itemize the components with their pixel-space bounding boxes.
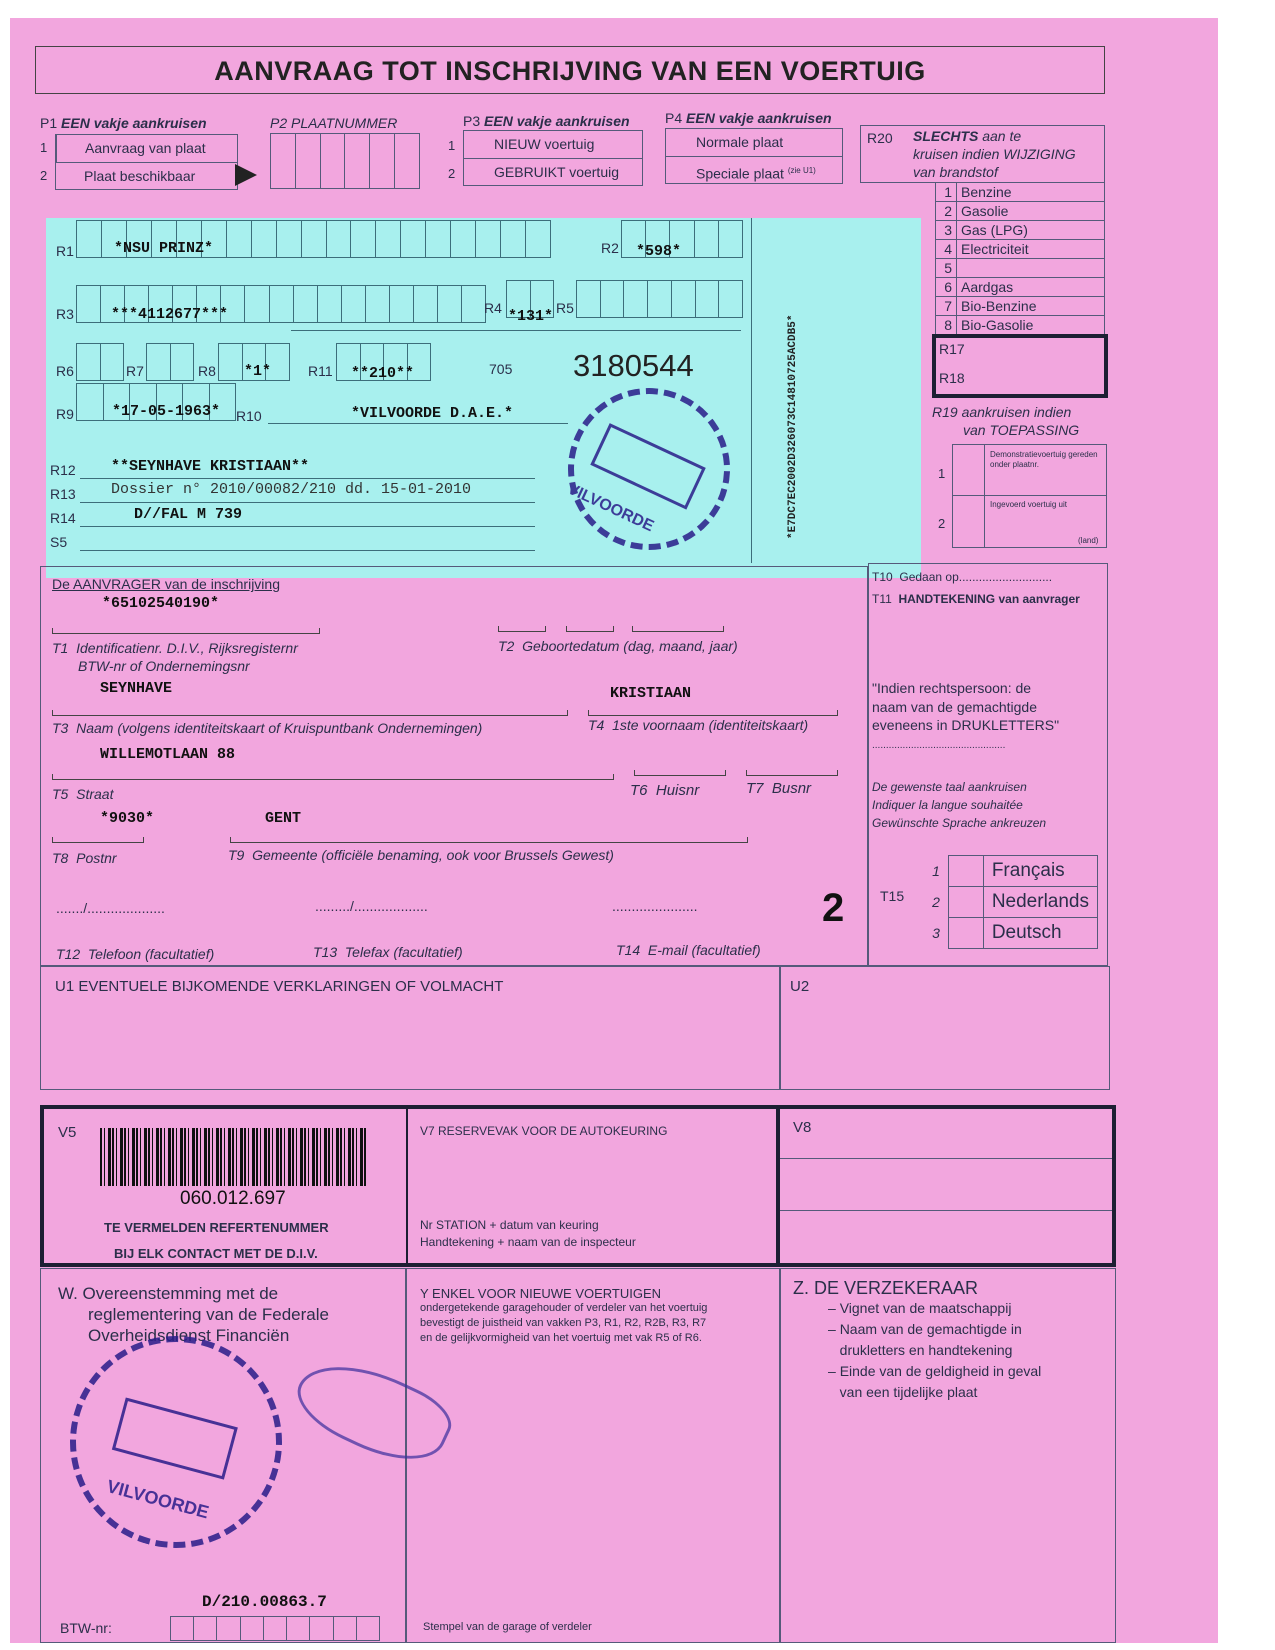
t12-input[interactable]: ......./.................... [56,900,165,916]
r20-label: R20 [867,130,893,146]
fuel-name: Electriciteit [957,240,1105,259]
r5-cells[interactable] [576,280,743,318]
stamp-text-bottom: VILVOORDE [104,1476,212,1523]
r19-option-ingevoerd[interactable]: Ingevoerd voertuig uit [990,500,1067,509]
sign-dots[interactable]: ................................................ [872,740,1006,751]
v7-label: V7 RESERVEVAK VOOR DE AUTOKEURING [420,1124,668,1138]
fuel-name: Gasolie [957,202,1105,221]
lang-instruction-de: Gewünschte Sprache ankreuzen [872,816,1047,830]
p2-label: P2 PLAATNUMMER [270,115,398,131]
language-number: 3 [932,925,940,941]
z-list-item: drukletters en handtekening [839,1342,1013,1358]
fuel-row[interactable] [936,183,1105,202]
r4-value: *131* [508,308,554,325]
t5-label: T5 Straat [52,786,114,802]
t4-value: KRISTIAAN [610,685,692,702]
r19-line2: van TOEPASSING [963,422,1080,438]
fuel-row[interactable] [936,278,1105,297]
language-choice: 2 [822,886,845,930]
t9-label: T9 Gemeente (officiële benaming, ook voor Brussels Gewest) [228,847,614,863]
t5-value: WILLEMOTLAAN 88 [100,746,236,763]
r1-label: R1 [56,243,74,259]
r9-value: *17-05-1963* [112,403,221,420]
r12-label: R12 [50,462,76,478]
r19-land-note: (land) [1078,536,1099,545]
r17-label: R17 [939,341,965,357]
language-table [915,855,1098,949]
p3-option-nieuw[interactable]: NIEUW voertuig [464,131,642,159]
p1-option-aanvraag[interactable]: Aanvraag van plaat [56,135,237,163]
p4-options [665,128,843,184]
lang-instruction-fr: Indiquer la langue souhaitée [872,798,1023,812]
btw-cells[interactable] [170,1616,380,1641]
r11-label: R11 [308,363,333,379]
t12-label: T12 Telefoon (facultatief) [56,946,215,962]
t11-label: T11 HANDTEKENING van aanvrager [872,592,1080,606]
u2-label: U2 [790,978,810,995]
r20-line1: SLECHTS aan te [913,128,1022,144]
w-line1: W. Overeenstemming met de [58,1284,279,1303]
language-name: Deutsch [983,918,1097,949]
p4-option-normaal[interactable]: Normale plaat [666,129,842,157]
btw-label: BTW-nr: [60,1620,112,1636]
language-name: Français [983,856,1097,887]
t4-label: T4 1ste voornaam (identiteitskaart) [588,717,809,733]
language-row[interactable] [915,918,1098,949]
r3-value: ***4112677*** [111,306,229,323]
sign-note-3: eveneens in DRUKLETTERS" [872,717,1060,733]
p1-option-beschikbaar[interactable]: Plaat beschikbaar [84,168,196,184]
reference-number: 060.012.697 [180,1188,286,1209]
fuel-row[interactable] [936,202,1105,221]
t2-label: T2 Geboortedatum (dag, maand, jaar) [498,638,738,654]
y-line3: en de gelijkvormigheid van het voertuig met vak R5 of R6. [420,1332,702,1344]
r2-label: R2 [601,240,619,256]
u1-label: U1 EVENTUELE BIJKOMENDE VERKLARINGEN OF VOLMACHT [55,978,504,995]
language-checkbox[interactable] [948,887,983,918]
r8-label: R8 [198,363,216,379]
t3-label: T3 Naam (volgens identiteitskaart of Kruispuntbank Ondernemingen) [52,720,483,736]
w-line2: reglementering van de Federale [88,1305,329,1324]
s5-label: S5 [50,534,68,550]
btw-value: D/210.00863.7 [202,1593,327,1611]
p4-option-speciaal[interactable]: Speciale plaat $^{(zie U1)}$ [696,165,816,182]
r10-label: R10 [236,408,262,424]
r14-value: D//FAL M 739 [134,506,243,523]
r4-label: R4 [484,300,502,316]
language-name: Nederlands [983,887,1097,918]
t10-label: T10 Gedaan op............................ [872,570,1053,584]
v5-label: V5 [58,1124,77,1141]
r14-label: R14 [50,510,76,526]
p3-options [463,130,643,186]
r3-label: R3 [56,306,74,322]
fuel-name: Benzine [957,183,1105,202]
y-line2: bevestigt de juistheid van vakken P3, R1, R2, R2B, R3, R7 [420,1317,707,1329]
code-705: 705 [489,361,513,377]
r2-value: *598* [636,243,682,260]
v7-line2: Handtekening + naam van de inspecteur [420,1235,636,1249]
sign-note-1: "Indien rechtspersoon: de [872,680,1032,696]
language-checkbox[interactable] [948,918,983,949]
r5-label: R5 [556,300,574,316]
applicant-heading: De AANVRAGER van de inschrijving [52,576,280,592]
fuel-number: 1 [936,183,957,202]
fuel-number: 7 [936,297,957,316]
fuel-row[interactable] [936,316,1105,335]
r12-value: **SEYNHAVE KRISTIAAN** [111,458,310,475]
barcode-image [100,1128,368,1186]
fuel-number: 6 [936,278,957,297]
language-row[interactable] [915,887,1098,918]
z-list-item: van een tijdelijke plaat [839,1384,978,1400]
p3-label: P3 EEN vakje aankruisen [463,113,630,129]
fuel-name: Bio-Benzine [957,297,1105,316]
y-line1: ondergetekende garagehouder of verdeler van het voertuig [420,1302,708,1314]
vertical-code: *E7DC7EC2002D326073C14810725ACDB5* [787,314,799,539]
fuel-number: 8 [936,316,957,335]
fuel-row[interactable] [936,221,1105,240]
r9-label: R9 [56,406,74,422]
fuel-number: 2 [936,202,957,221]
r1-value: *NSU PRINZ* [114,240,214,257]
r19-line1: R19 aankruisen indien [932,404,1072,420]
fuel-name: Bio-Gasolie [957,316,1105,335]
vehicle-data-zone [46,218,921,578]
language-checkbox[interactable] [948,856,983,887]
w-line3: Overheidsdienst Financiën [88,1326,290,1345]
language-number: 1 [932,863,940,879]
fuel-row[interactable] [936,297,1105,316]
fuel-row[interactable] [936,240,1105,259]
r7-label: R7 [126,363,144,379]
p1-label: P1 EEN vakje aankruisen [40,115,207,131]
z-list-item: – Vignet van de maatschappij [828,1300,1012,1316]
t1-value: *65102540190* [102,595,220,612]
r13-label: R13 [50,486,76,502]
t13-label: T13 Telefax (facultatief) [313,944,463,960]
u2-section [780,966,1110,1090]
fuel-row[interactable] [936,259,1105,278]
p3-option-gebruikt[interactable]: GEBRUIKT voertuig [494,164,620,180]
z-list [828,1298,1041,1403]
form-title: AANVRAAG TOT INSCHRIJVING VAN EEN VOERTUIG [214,56,926,86]
r20-line3: van brandstof [913,164,998,180]
z-list-item: – Naam van de gemachtigde in [828,1321,1022,1337]
r17-r18-box [932,334,1108,398]
plate-number-cells[interactable] [270,133,420,189]
v5-line1: TE VERMELDEN REFERTENUMMER [104,1220,329,1235]
p1-options [55,134,238,190]
t6-label: T6 Huisnr [630,782,700,799]
p4-label: P4 EEN vakje aankruisen [665,110,832,126]
v7-line1: Nr STATION + datum van keuring [420,1218,599,1232]
language-row[interactable] [915,856,1098,887]
language-number: 2 [932,894,940,910]
v5-line2: BIJ ELK CONTACT MET DE D.I.V. [114,1246,318,1261]
r6-label: R6 [56,363,74,379]
t3-value: SEYNHAVE [100,680,173,697]
t1-label-2: BTW-nr of Ondernemingsnr [78,658,250,674]
z-heading: Z. DE VERZEKERAAR [793,1278,979,1298]
t14-label: T14 E-mail (facultatief) [616,942,761,958]
p1-num2: 2 [40,168,48,183]
arrow-icon [235,164,257,186]
y-stamp-label: Stempel van de garage of verdeler [423,1621,592,1633]
document-number: 3180544 [573,348,694,383]
fuel-table [935,182,1105,335]
t13-input[interactable]: ........./................... [315,898,428,914]
p3-num2: 2 [448,166,456,181]
t8-value: *9030* [100,810,155,827]
stamp-text-top: VILVOORDE [564,480,657,536]
y-heading: Y ENKEL VOOR NIEUWE VOERTUIGEN [420,1286,662,1301]
r20-line2: kruisen indien WIJZIGING [913,146,1076,162]
form-page [10,18,1218,1643]
z-list-item: – Einde van de geldigheid in geval [828,1363,1042,1379]
r6-cells[interactable] [76,343,124,381]
fuel-number: 5 [936,259,957,278]
title-box [35,46,1105,94]
fuel-name [957,259,1105,278]
r7-cells[interactable] [146,343,194,381]
t7-label: T7 Busnr [746,780,812,797]
r19-option-demo[interactable]: Demonstratievoertuig gereden onder plaatnr. [990,450,1098,469]
t15-label: T15 [880,888,905,904]
v8-label: V8 [793,1119,812,1136]
t1-label: T1 Identificatienr. D.I.V., Rijksregisternr [52,640,298,656]
p3-num1: 1 [448,138,456,153]
r10-value: *VILVOORDE D.A.E.* [351,405,514,422]
t14-input[interactable]: ...................... [612,898,698,914]
p1-num1: 1 [40,140,48,155]
t9-value: GENT [265,810,302,827]
r8-value: *1* [244,363,272,380]
t8-label: T8 Postnr [52,850,117,866]
fuel-number: 3 [936,221,957,240]
r18-label: R18 [939,370,965,386]
fuel-number: 4 [936,240,957,259]
r19-num1: 1 [938,466,946,481]
sign-note-2: naam van de gemachtigde [872,699,1037,715]
r13-value: Dossier n° 2010/00082/210 dd. 15-01-2010 [111,481,472,498]
fuel-name: Aardgas [957,278,1105,297]
r19-num2: 2 [938,516,946,531]
r11-value: **210** [351,365,415,382]
lang-instruction-nl: De gewenste taal aankruisen [872,780,1027,794]
fuel-name: Gas (LPG) [957,221,1105,240]
